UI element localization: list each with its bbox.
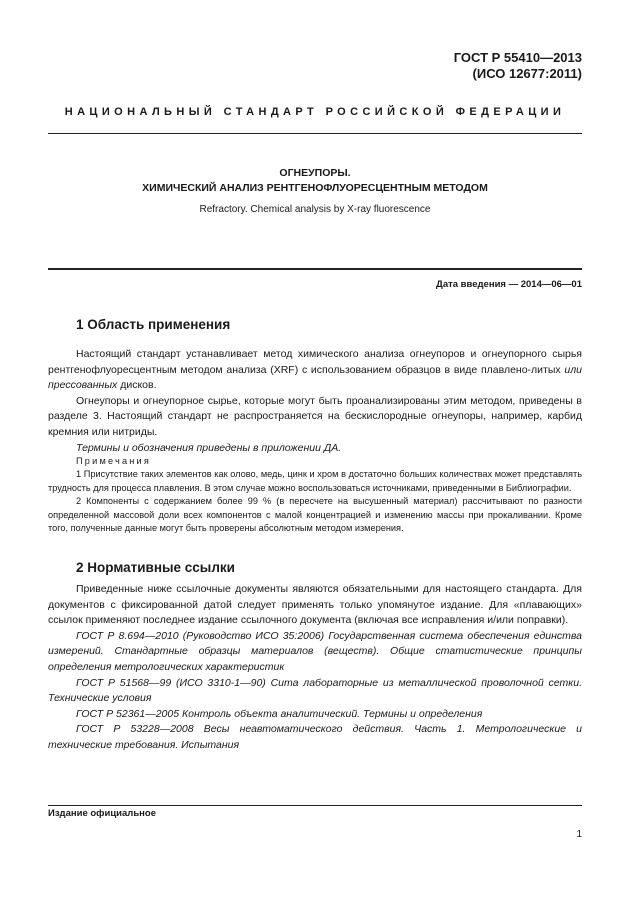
reference-3: ГОСТ Р 52361—2005 Контроль объекта аналитический. Термины и определения: [76, 707, 483, 720]
notes-block: [48, 455, 582, 535]
header-divider: [48, 133, 582, 134]
section-1-paragraph-2: Огнеупоры и огнеупорное сырье, которые могут быть проанализированы этим методом, приведены в разделе 3. Настоящий стандарт не распространяется на бескислородные огнеупоры, например, карбид кремния или нитриды.: [48, 394, 582, 438]
gost-designation: [454, 50, 582, 82]
section-1-heading: 1 Область применения: [76, 317, 231, 332]
reference-2: ГОСТ Р 51568—99 (ИСО 3310-1—90) Сита лабораторные из металлической проволочной сетки. Технические условия: [48, 676, 582, 705]
section-2-heading: 2 Нормативные ссылки: [76, 560, 235, 575]
reference-4: ГОСТ Р 53228—2008 Весы неавтоматического действия. Часть 1. Метрологические и технические требования. Испытания: [48, 723, 582, 751]
official-edition-label: Издание официальное: [48, 808, 156, 819]
english-title: Refractory. Chemical analysis by X-ray fluorescence: [199, 204, 431, 215]
document-title: [48, 166, 582, 196]
section-1-paragraph-1: [48, 347, 582, 394]
title-line-2: ХИМИЧЕСКИЙ АНАЛИЗ РЕНТГЕНОФЛУОРЕСЦЕНТНЫМ МЕТОДОМ: [142, 182, 488, 194]
introduction-date: Дата введения — 2014—06—01: [436, 279, 582, 290]
note-1: 1 Присутствие таких элементов как олово, медь, цинк и хром в достаточно больших количествах может представлять трудность для процесса плавления. В этом случае можно воспользоваться источниками, приведенными в Библиографии.: [48, 469, 582, 493]
gost-number: ГОСТ Р 55410—2013: [453, 50, 582, 65]
paragraph-text: дисков.: [117, 379, 157, 392]
note-2: 2 Компоненты с содержанием более 99 % (в пересчете на высушенный материал) рассчитывают по разности определенной массовой доли всех компонентов с малой концентрацией и изменению массы при прокаливании. Кроме того, полученные данные могут быть проверены абсолютным методом измерения.: [48, 496, 582, 534]
iso-number: (ИСО 12677:2011): [472, 66, 582, 81]
paragraph-text: Настоящий стандарт устанавливает метод химического анализа огнеупоров и огнеупорного сырья рентгенофлуоресцентным методом анализа (XRF) с использованием образцов в виде плавлено-литых: [48, 348, 582, 376]
notes-heading: Примечания: [76, 456, 152, 466]
section-1-body: [48, 347, 582, 456]
section-2-body: [48, 582, 582, 754]
reference-1: ГОСТ Р 8.694—2010 (Руководство ИСО 35:2006) Государственная система обеспечения единства измерений. Стандартные образцы материалов (веществ). Общие статистические принципы определения метрологических характеристик: [48, 629, 582, 673]
section-1-paragraph-3: Термины и обозначения приведены в приложении ДА.: [76, 441, 342, 454]
national-standard-heading: НАЦИОНАЛЬНЫЙ СТАНДАРТ РОССИЙСКОЙ ФЕДЕРАЦИИ: [64, 106, 566, 118]
footer-divider: [48, 805, 582, 806]
title-divider: [48, 268, 582, 270]
paragraph-italic-text: или прессованных: [48, 363, 582, 392]
title-line-1: ОГНЕУПОРЫ.: [279, 167, 351, 179]
page-number: 1: [576, 829, 582, 840]
section-2-paragraph-1: Приведенные ниже ссылочные документы являются обязательными для настоящего стандарта. Для документов с фиксированной датой следует применять только упомянутое издание. Для «плавающих» ссылок применяют последнее издание ссылочного документа (включая все исправления и/или поправки).: [48, 583, 582, 627]
